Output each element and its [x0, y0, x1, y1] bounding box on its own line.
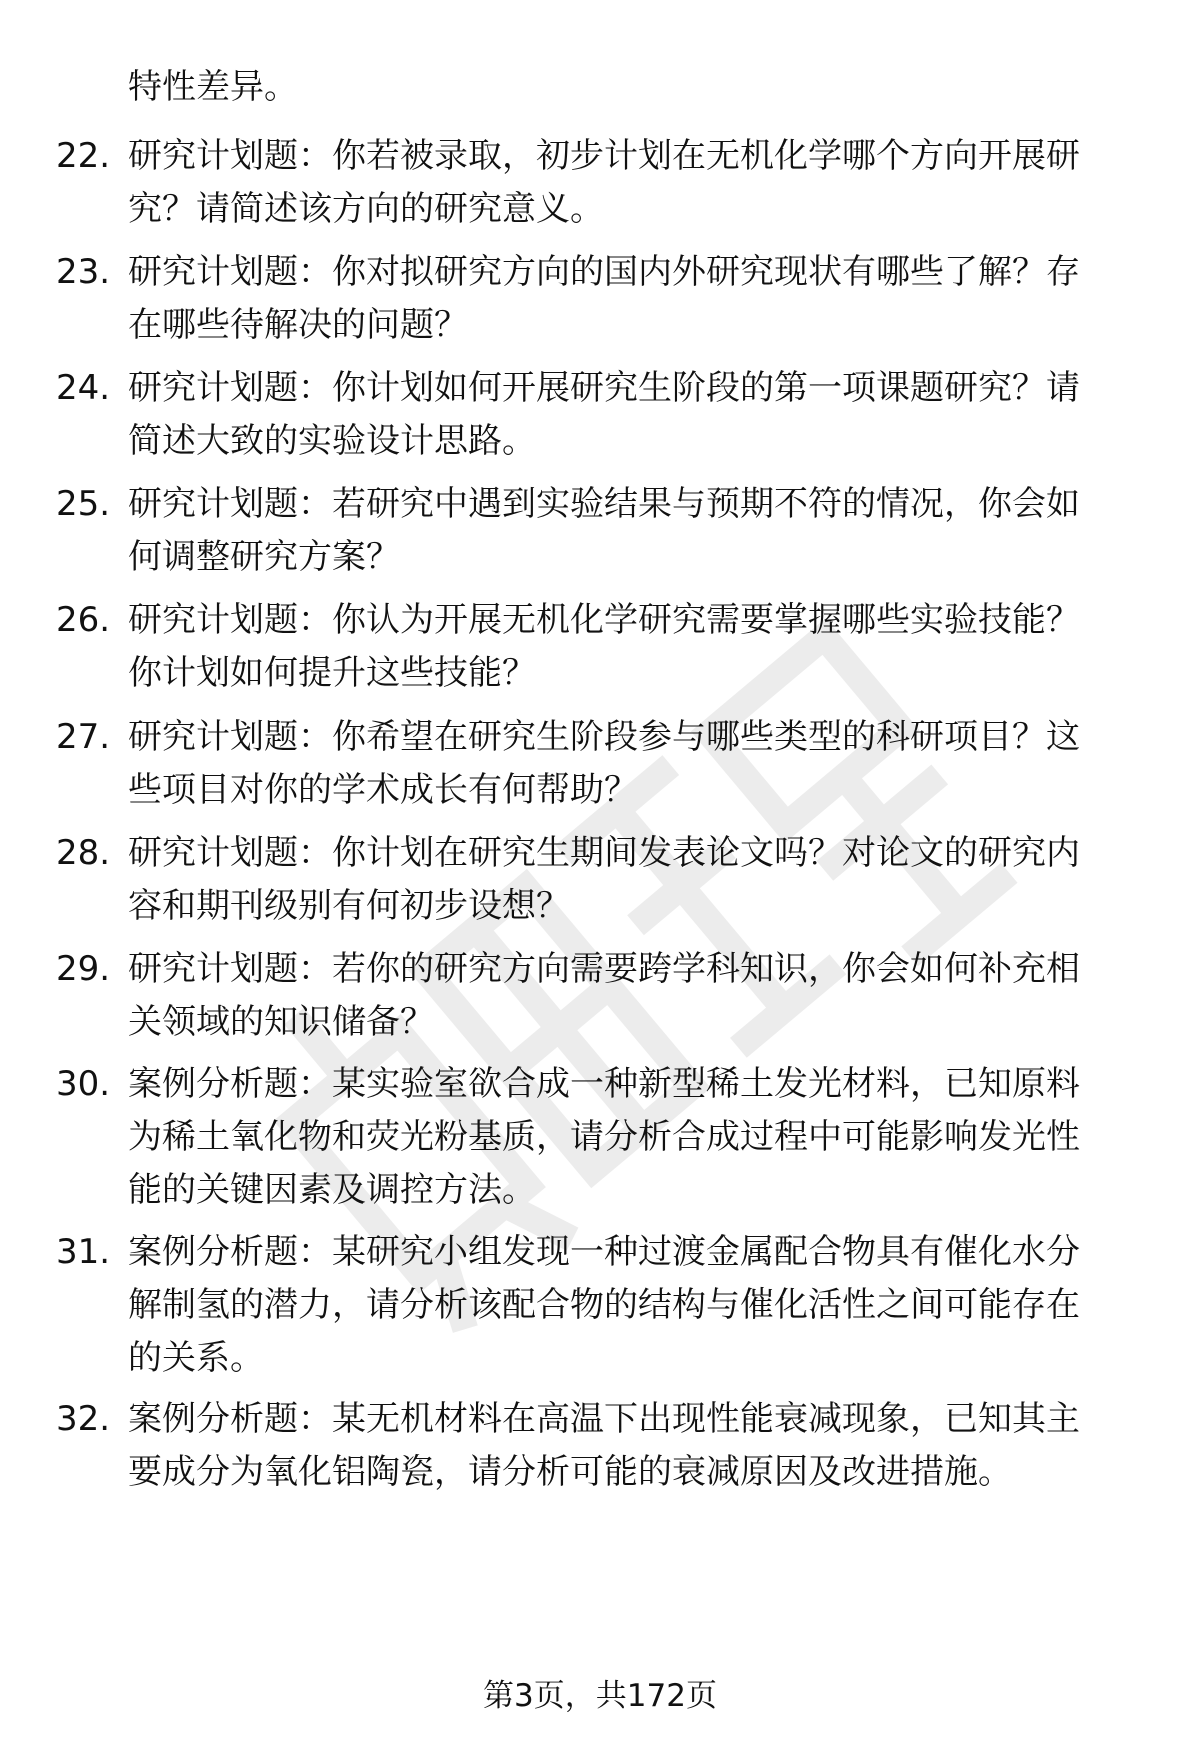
question-text-line: 何调整研究方案？ — [128, 537, 400, 577]
question-number: 30. — [56, 1064, 111, 1104]
question-text — [128, 246, 1138, 352]
question-number: 27. — [56, 717, 111, 757]
question-text — [128, 130, 1138, 236]
question-text-line: 研究计划题：你计划在研究生期间发表论文吗？对论文的研究内 — [128, 833, 1080, 873]
question-text — [128, 362, 1138, 468]
question-text — [128, 594, 1138, 700]
question-text-line: 研究计划题：若研究中遇到实验结果与预期不符的情况，你会如 — [128, 484, 1080, 524]
question-text-line: 简述大致的实验设计思路。 — [128, 421, 536, 461]
question-number: 22. — [56, 136, 111, 176]
question-number: 23. — [56, 252, 111, 292]
question-text-line: 研究计划题：你若被录取，初步计划在无机化学哪个方向开展研 — [128, 136, 1080, 176]
question-text-line: 关领域的知识储备？ — [128, 1002, 434, 1042]
question-number: 28. — [56, 833, 111, 873]
question-text-line: 案例分析题：某实验室欲合成一种新型稀土发光材料，已知原料 — [128, 1064, 1080, 1104]
question-text — [128, 827, 1138, 933]
question-text — [128, 711, 1138, 817]
question-number: 25. — [56, 484, 111, 524]
question-text-line: 研究计划题：你希望在研究生阶段参与哪些类型的科研项目？这 — [128, 717, 1080, 757]
question-text-line: 研究计划题：若你的研究方向需要跨学科知识，你会如何补充相 — [128, 949, 1080, 989]
carry-over-text: 特性差异。 — [128, 67, 298, 107]
question-text-line: 容和期刊级别有何初步设想？ — [128, 886, 570, 926]
question-text-line: 些项目对你的学术成长有何帮助？ — [128, 770, 638, 810]
question-text-line: 研究计划题：你对拟研究方向的国内外研究现状有哪些了解？存 — [128, 252, 1080, 292]
page-footer: 第3页，共172页 — [483, 1678, 717, 1714]
question-text-line: 解制氢的潜力，请分析该配合物的结构与催化活性之间可能存在 — [128, 1285, 1080, 1325]
question-text — [128, 1226, 1138, 1385]
question-number: 29. — [56, 949, 111, 989]
question-number: 32. — [56, 1399, 111, 1439]
question-text-line: 研究计划题：你认为开展无机化学研究需要掌握哪些实验技能？ — [128, 600, 1080, 640]
question-text — [128, 943, 1138, 1049]
question-text-line: 能的关键因素及调控方法。 — [128, 1170, 536, 1210]
question-text — [128, 1058, 1138, 1217]
question-text-line: 为稀土氧化物和荧光粉基质，请分析合成过程中可能影响发光性 — [128, 1117, 1080, 1157]
question-text-line: 的关系。 — [128, 1338, 264, 1378]
question-text-line: 究？请简述该方向的研究意义。 — [128, 189, 604, 229]
question-number: 31. — [56, 1232, 111, 1272]
question-number: 24. — [56, 368, 111, 408]
question-text-line: 你计划如何提升这些技能？ — [128, 653, 536, 693]
question-text-line: 研究计划题：你计划如何开展研究生阶段的第一项课题研究？请 — [128, 368, 1080, 408]
question-text-line: 案例分析题：某研究小组发现一种过渡金属配合物具有催化水分 — [128, 1232, 1080, 1272]
question-text — [128, 1393, 1138, 1499]
question-text-line: 要成分为氧化铝陶瓷，请分析可能的衰减原因及改进措施。 — [128, 1452, 1012, 1492]
question-number: 26. — [56, 600, 111, 640]
question-text-line: 案例分析题：某无机材料在高温下出现性能衰减现象，已知其主 — [128, 1399, 1080, 1439]
question-text-line: 在哪些待解决的问题？ — [128, 305, 468, 345]
question-text — [128, 478, 1138, 584]
